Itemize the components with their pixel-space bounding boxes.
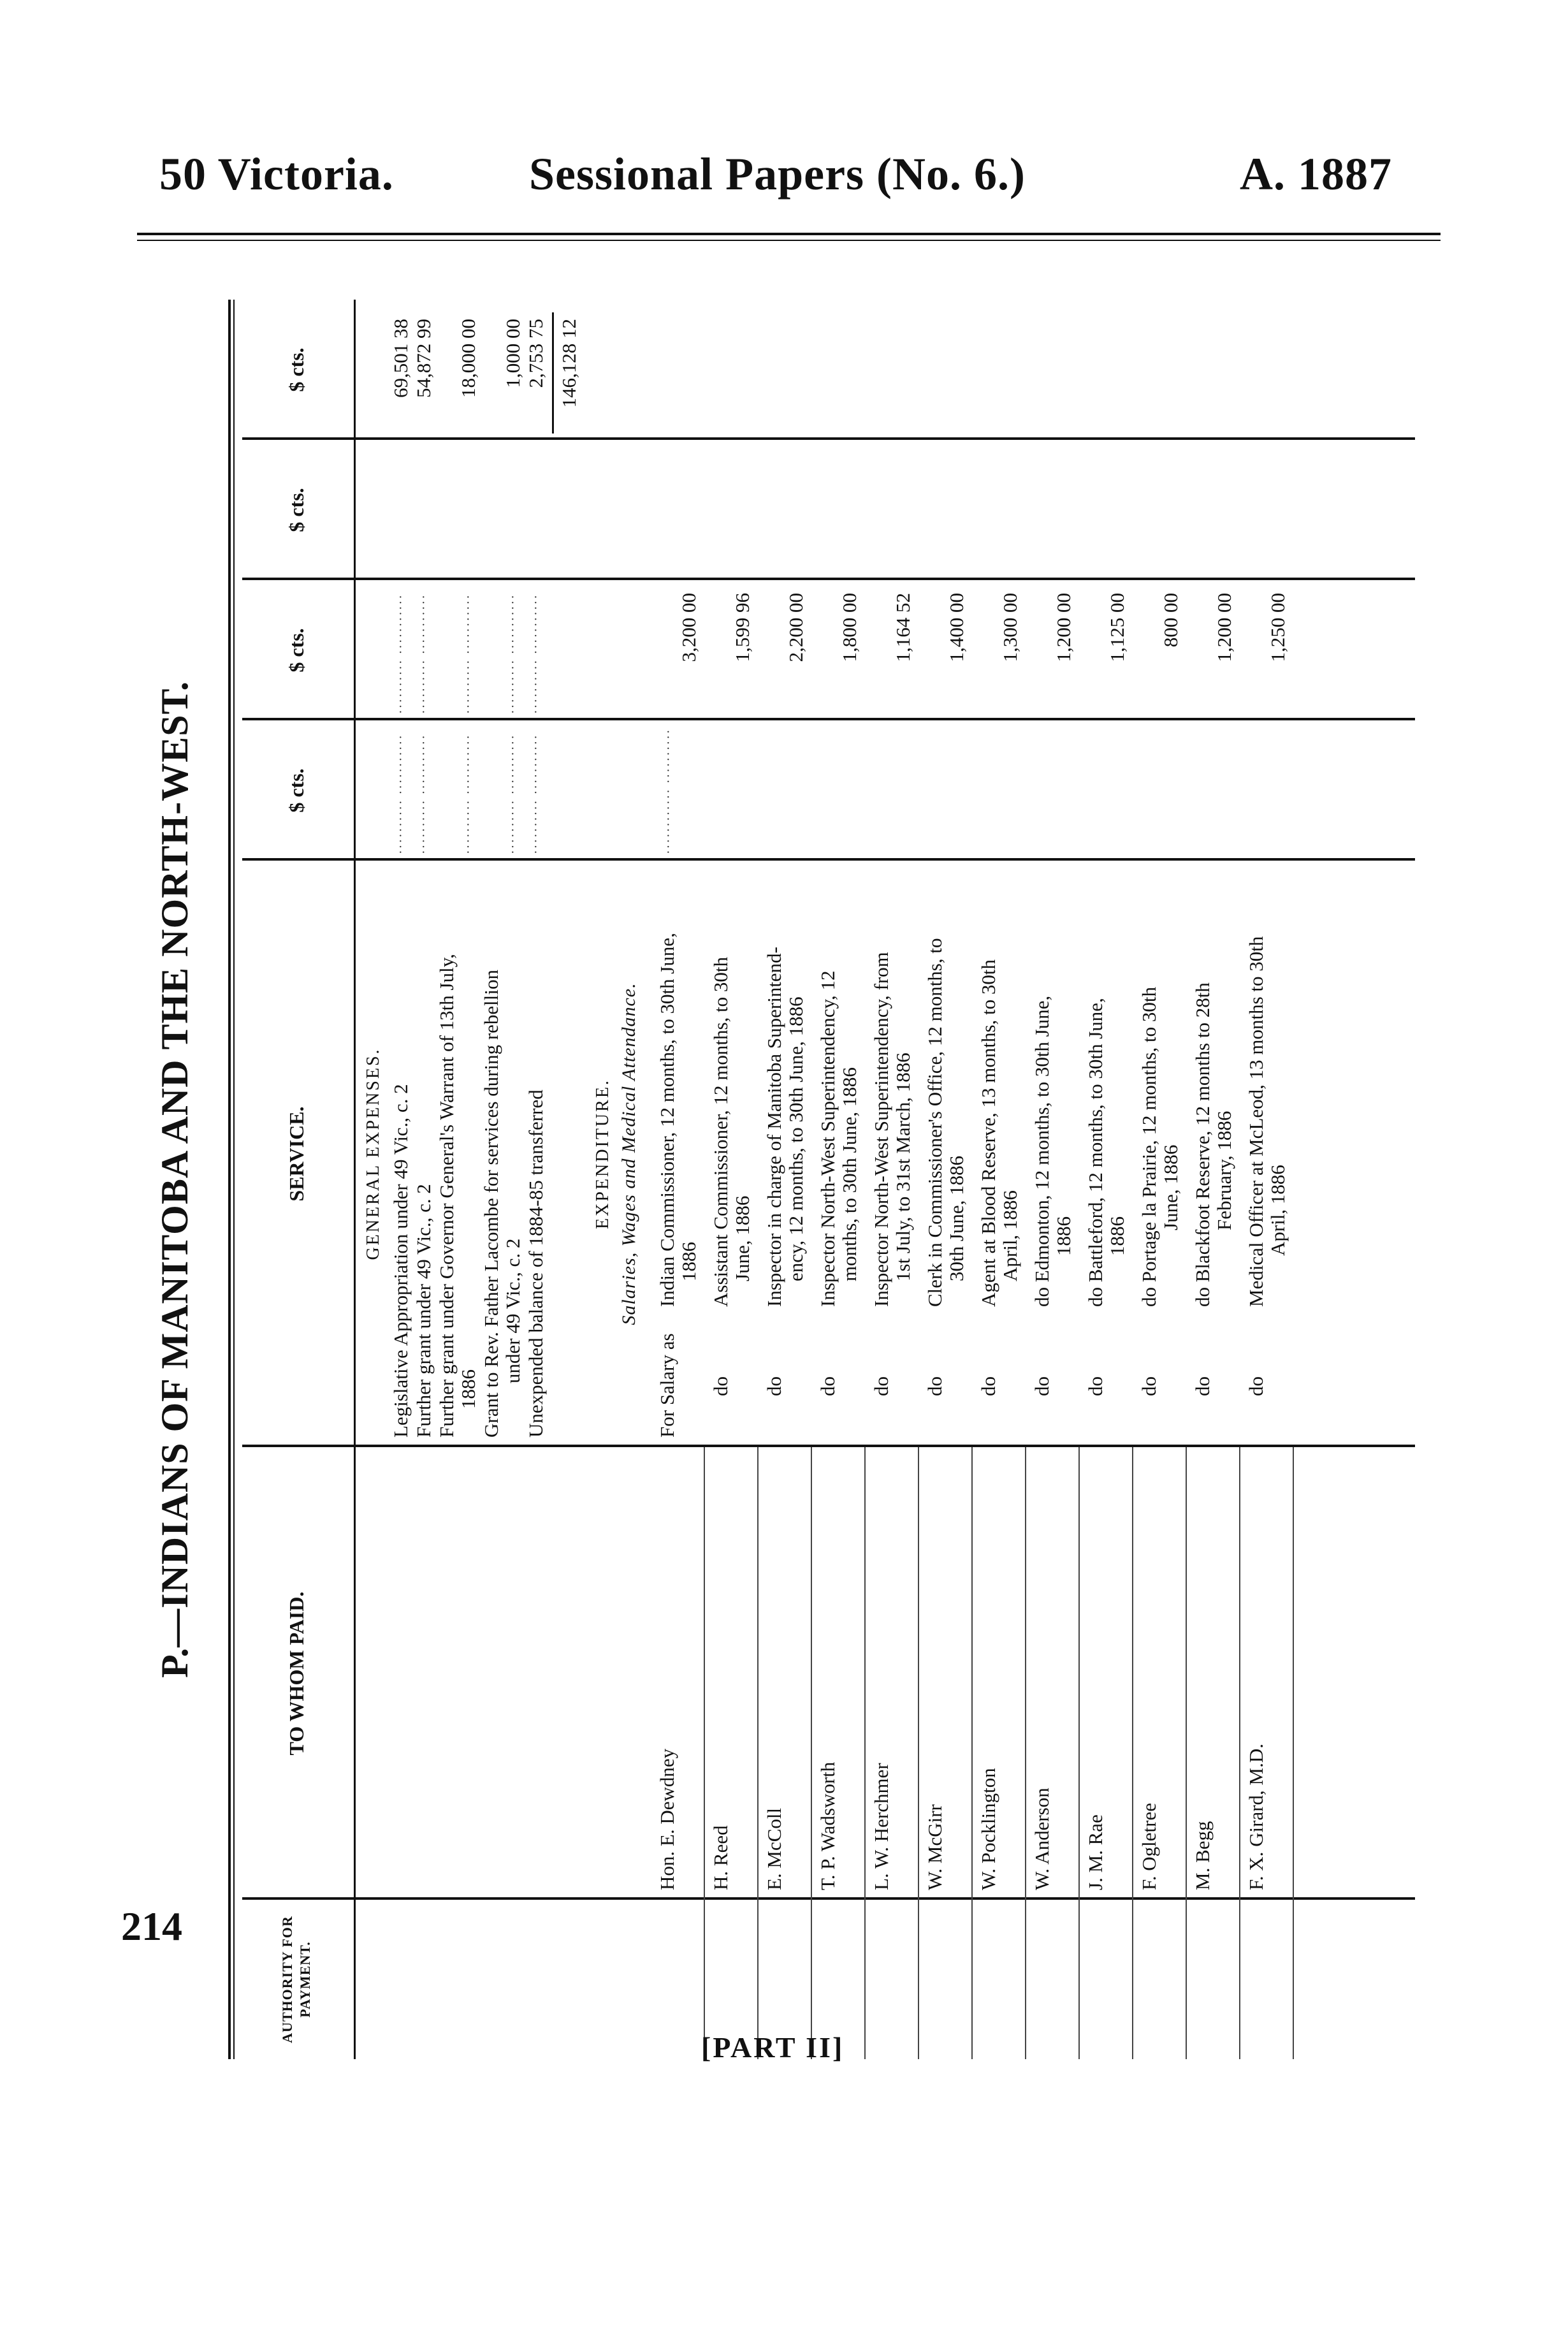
header-year: A. 1887	[1240, 149, 1392, 200]
col-divider	[242, 718, 1415, 720]
exp-row-service: Medical Officer at McLeod, 13 months to 30th	[1245, 936, 1267, 1307]
exp-row-prefix: do	[817, 1376, 839, 1396]
exp-row-service-cont: months, to 30th June, 1886	[838, 1067, 860, 1281]
exp-row-service-cont: 1st July, to 31st March, 1886	[892, 1053, 914, 1281]
leader-dots: ·········· ···········	[394, 594, 408, 714]
section-general-expenses: GENERAL EXPENSES.	[363, 1047, 383, 1260]
exp-row-amount: 1,250 00	[1267, 593, 1289, 662]
exp-row-service: Indian Commissioner, 12 months, to 30th June,	[656, 933, 678, 1307]
row-rule	[1132, 1447, 1133, 2059]
leader-dots: ·········· ···········	[461, 594, 475, 714]
ge-total: 146,128 12	[558, 319, 580, 408]
exp-row-service: Inspector North-West Superintendency, 12	[817, 970, 839, 1307]
row-rule	[1025, 1447, 1026, 2059]
leader-dots: ·········· ···········	[417, 594, 431, 714]
part-label: [PART II]	[701, 2031, 845, 2064]
row-rule	[811, 1447, 812, 2059]
row-rule	[1239, 1447, 1240, 2059]
exp-row-prefix: do	[1084, 1376, 1107, 1396]
exp-row-amount: 1,125 00	[1106, 593, 1128, 662]
ge-row-4-text-cont: under 49 Vic., c. 2	[502, 1238, 524, 1383]
exp-row-service: Inspector in charge of Manitoba Superintend-	[763, 946, 785, 1307]
exp-row-prefix: do	[1245, 1376, 1267, 1396]
page-number: 214	[121, 1904, 182, 1949]
column-header-rule	[354, 300, 356, 2059]
exp-row-name: W. Pocklington	[977, 1768, 999, 1890]
ge-row-2-text: Further grant under 49 Vic., c. 2	[412, 1184, 435, 1438]
exp-row-amount: 1,200 00	[1052, 593, 1075, 662]
exp-row-service-cont: February, 1886	[1213, 1111, 1235, 1230]
exp-row-amount: 3,200 00	[678, 593, 700, 662]
exp-row-amount: 1,400 00	[945, 593, 968, 662]
leader-dots: ·········· ···········	[417, 734, 431, 854]
ge-row-3-text-cont: 1886	[457, 1369, 479, 1409]
exp-row-name: F. Ogletree	[1138, 1803, 1160, 1890]
leader-dots: ·········· ···········	[529, 734, 543, 854]
ge-row-3-amount: 18,000 00	[457, 319, 479, 398]
col-header-to-whom: TO WHOM PAID.	[284, 1591, 308, 1756]
exp-row-service-cont: 1886	[1106, 1216, 1128, 1256]
leader-dots: ············ ··········	[662, 728, 676, 854]
exp-row-prefix: do	[924, 1376, 946, 1396]
ge-row-3-text: Further grant under Governor General's Warrant of 13th July,	[435, 954, 458, 1438]
exp-row-name: T. P. Wadsworth	[817, 1761, 839, 1890]
exp-row-service: Agent at Blood Reserve, 13 months, to 30th	[977, 959, 999, 1307]
exp-row-amount: 1,200 00	[1213, 593, 1235, 662]
col-header-service: SERVICE.	[284, 1106, 308, 1202]
exp-row-name: F. X. Girard, M.D.	[1245, 1743, 1267, 1890]
leader-dots: ·········· ···········	[506, 594, 520, 714]
col-divider	[242, 437, 1415, 440]
row-rule	[757, 1447, 759, 2059]
exp-row-prefix: do	[870, 1376, 892, 1396]
exp-row-service: do Portage la Prairie, 12 months, to 30th	[1138, 987, 1160, 1307]
exp-row-name: H. Reed	[709, 1825, 732, 1890]
leader-dots: ·········· ···········	[506, 734, 520, 854]
exp-row-service: do Battleford, 12 months, to 30th June,	[1084, 998, 1107, 1307]
exp-row-amount: 1,599 96	[731, 593, 753, 662]
exp-row-service-cont: June, 1886	[1159, 1144, 1182, 1230]
exp-row-service-cont: 30th June, 1886	[945, 1155, 968, 1281]
ge-row-5-amount: 2,753 75	[525, 319, 547, 388]
exp-row-name: Hon. E. Dewdney	[656, 1748, 678, 1890]
col-header-amount-2: $ cts.	[284, 628, 308, 673]
col-header-amount-1: $ cts.	[284, 768, 308, 813]
exp-row-name: W. McGirr	[924, 1804, 946, 1890]
exp-row-name: M. Begg	[1191, 1821, 1214, 1890]
header-session: 50 Victoria.	[159, 149, 394, 200]
row-rule	[1293, 1447, 1294, 2059]
exp-row-amount: 1,164 52	[892, 593, 914, 662]
section-salaries: Salaries, Wages and Medical Attendance.	[618, 982, 639, 1325]
row-rule	[864, 1447, 866, 2059]
header-rule-thin	[137, 240, 1441, 241]
exp-row-service-cont: April, 1886	[999, 1190, 1021, 1281]
header-rule	[137, 233, 1441, 235]
col-header-authority: AUTHORITY FOR PAYMENT.	[279, 1916, 313, 2043]
exp-row-amount: 1,800 00	[838, 593, 860, 662]
ge-row-1-amount: 69,501 38	[389, 319, 412, 398]
exp-row-service: Clerk in Commissioner's Office, 12 months, to	[924, 938, 946, 1307]
row-rule	[971, 1447, 973, 2059]
exp-row-name: W. Anderson	[1031, 1788, 1053, 1890]
row-rule	[704, 1447, 705, 2059]
leader-dots: ·········· ···········	[529, 594, 543, 714]
exp-row-amount: 1,300 00	[999, 593, 1021, 662]
col-divider	[242, 578, 1415, 580]
exp-row-service: Assistant Commissioner, 12 months, to 30th	[709, 956, 732, 1307]
exp-row-service-cont: 1886	[678, 1242, 700, 1281]
total-rule	[552, 312, 554, 434]
exp-row-prefix: do	[1031, 1376, 1053, 1396]
exp-row-name: E. McColl	[763, 1807, 785, 1890]
exp-row-amount: 2,200 00	[785, 593, 807, 662]
row-rule	[918, 1447, 919, 2059]
rotated-table	[153, 300, 1428, 2059]
ge-row-1-text: Legislative Appropriation under 49 Vic., c. 2	[389, 1084, 412, 1438]
ge-row-4-amount: 1,000 00	[502, 319, 524, 388]
exp-row-service: do Edmonton, 12 months, to 30th June,	[1031, 995, 1053, 1307]
row-rule	[1078, 1447, 1080, 2059]
table-title: P.—INDIANS OF MANITOBA AND THE NORTH-WEST.	[154, 680, 196, 1679]
exp-row-prefix: do	[709, 1376, 732, 1396]
ge-row-4-text: Grant to Rev. Father Lacombe for services during rebellion	[480, 970, 502, 1438]
leader-dots: ·········· ···········	[461, 734, 475, 854]
exp-row-name: L. W. Herchmer	[870, 1763, 892, 1890]
col-header-amount-4: $ cts.	[284, 347, 308, 392]
exp-row-prefix: do	[1191, 1376, 1214, 1396]
exp-row-amount: 800 00	[1159, 593, 1182, 648]
header-document: Sessional Papers (No. 6.)	[529, 149, 1026, 200]
exp-row-service-cont: June, 1886	[731, 1195, 753, 1281]
leader-dots: ·········· ···········	[394, 734, 408, 854]
title-rule	[228, 300, 231, 2059]
exp-row-prefix: do	[1138, 1376, 1160, 1396]
exp-row-prefix: do	[977, 1376, 999, 1396]
exp-row-prefix: do	[763, 1376, 785, 1396]
row-rule	[1186, 1447, 1187, 2059]
exp-row-service-cont: 1886	[1052, 1216, 1075, 1256]
exp-row-service-cont: ency, 12 months, to 30th June, 1886	[785, 996, 807, 1281]
col-divider	[242, 858, 1415, 861]
col-header-amount-3: $ cts.	[284, 488, 308, 532]
exp-row-name: J. M. Rae	[1084, 1814, 1107, 1890]
title-rule-thin	[233, 300, 235, 2059]
exp-row-prefix: For Salary as	[656, 1333, 678, 1438]
ge-row-2-amount: 54,872 99	[412, 319, 435, 398]
exp-row-service-cont: April, 1886	[1267, 1165, 1289, 1256]
exp-row-service: Inspector North-West Superintendency, from	[870, 952, 892, 1307]
exp-row-service: do Blackfoot Reserve, 12 months to 28th	[1191, 982, 1214, 1307]
section-expenditure: EXPENDITURE.	[593, 1079, 613, 1229]
ge-row-5-text: Unexpended balance of 1884-85 transferred	[525, 1089, 547, 1438]
